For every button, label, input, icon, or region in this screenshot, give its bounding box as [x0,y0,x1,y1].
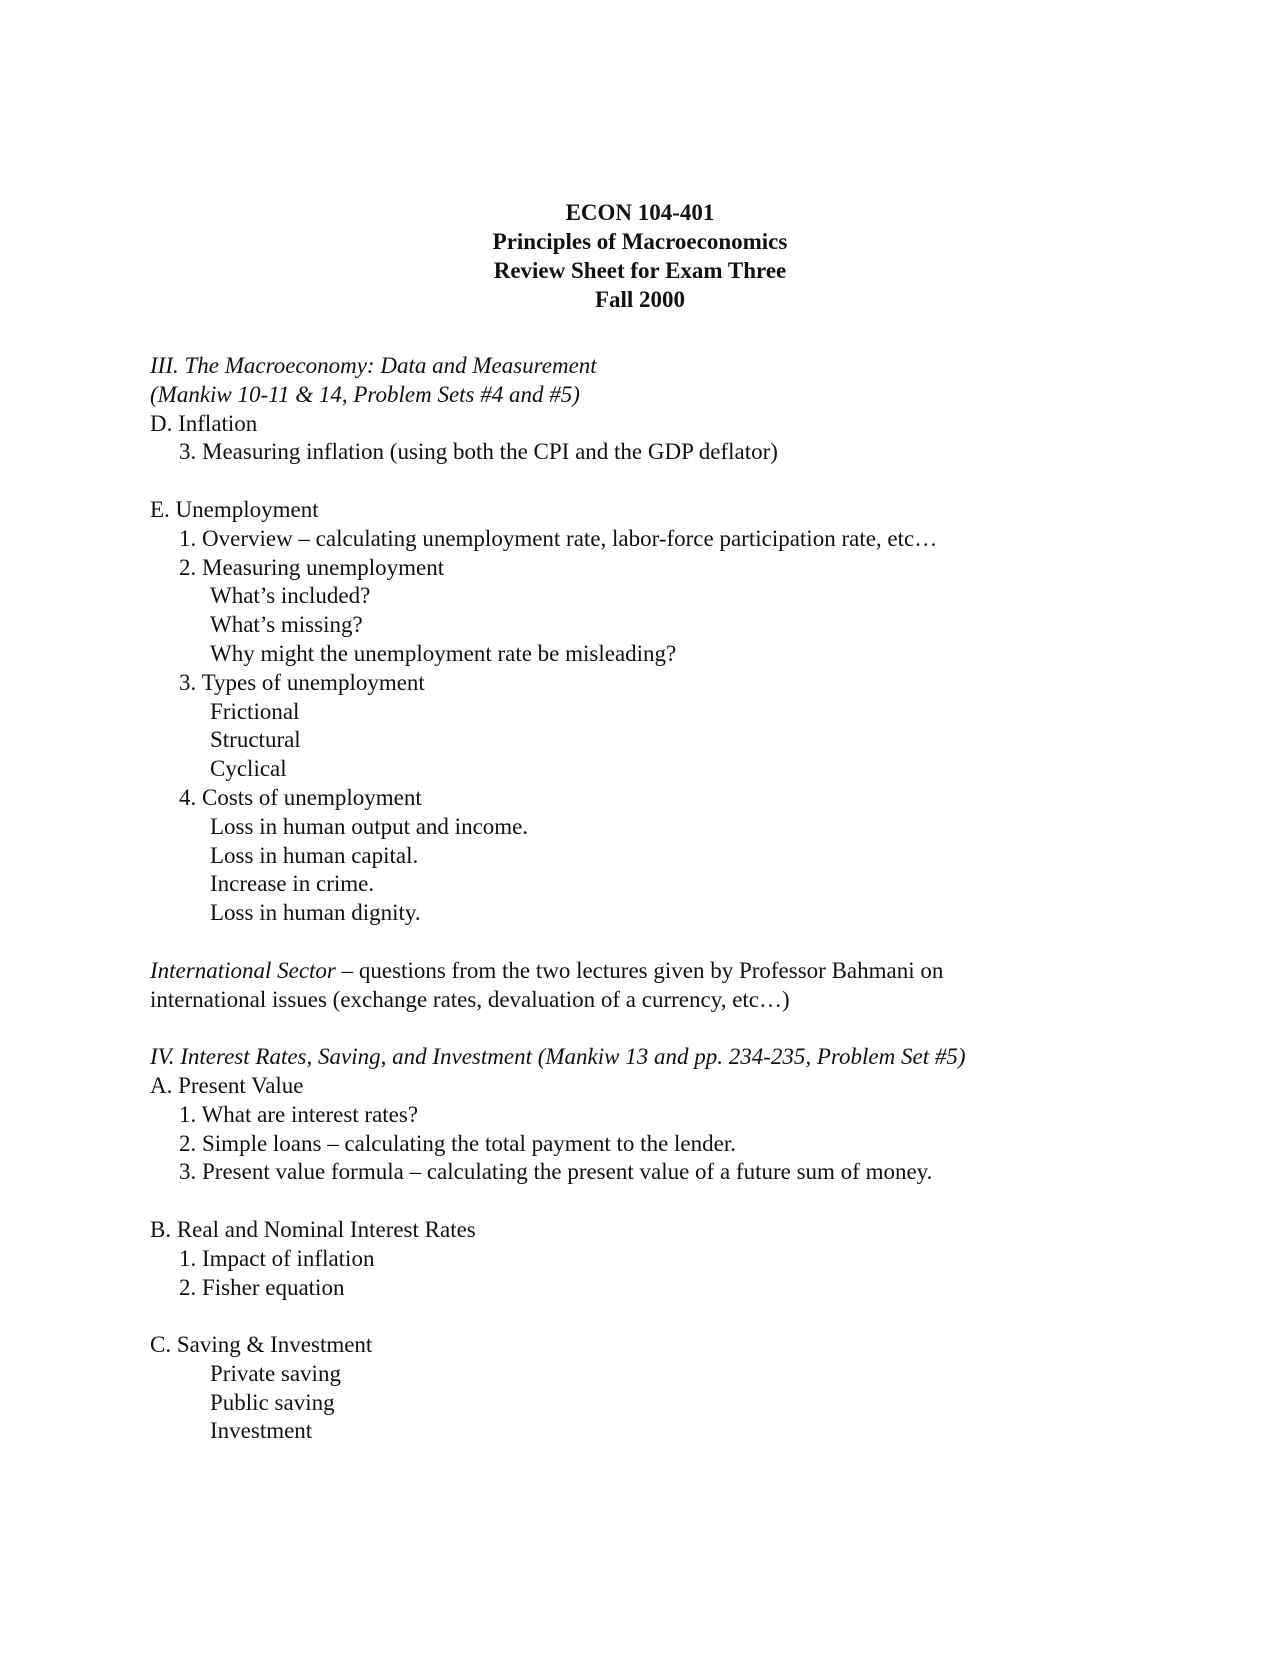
spacer [150,928,1150,957]
list-item: Why might the unemployment rate be misleading? [210,640,677,666]
subsection-e-item-1: 1. Overview – calculating unemployment rate, labor-force participation rate, etc… [179,525,938,551]
list-item: 1. What are interest rates? [179,1101,419,1127]
subsection-e-label: E. Unemployment [150,496,319,522]
list-item: Loss in human output and income. [210,813,529,839]
course-code: ECON 104-401 [565,200,715,225]
subsection-d-label: D. Inflation [150,410,258,436]
document-header [0,198,1280,314]
section-3-reference: (Mankiw 10-11 & 14, Problem Sets #4 and #5) [150,381,580,407]
spacer [150,1014,1150,1043]
document-subtitle: Review Sheet for Exam Three [493,258,787,283]
section-4-heading: IV. Interest Rates, Saving, and Investment (Mankiw 13 and pp. 234-235, Problem Set #5) [150,1044,966,1070]
list-item: Private saving [210,1360,341,1386]
section-3-heading: III. The Macroeconomy: Data and Measurement [150,353,597,378]
list-item: Investment [210,1418,313,1444]
spacer [150,1187,1150,1216]
list-item: Loss in human capital. [210,842,419,868]
list-item: Public saving [210,1389,335,1415]
list-item: Cyclical [210,756,287,782]
list-item: 1. Impact of inflation [179,1245,375,1271]
subsection-b-label: B. Real and Nominal Interest Rates [150,1216,476,1242]
list-item: What’s missing? [210,612,363,638]
list-item: 2. Fisher equation [179,1274,345,1300]
document-body [150,352,1150,1446]
list-item: Frictional [210,698,300,724]
international-paragraph-line-1 [150,957,1150,986]
international-heading: International Sector [150,957,336,983]
spacer [150,1302,1150,1331]
international-text: – questions from the two lectures given by Professor Bahmani on [335,957,944,983]
list-item: 2. Simple loans – calculating the total payment to the lender. [179,1130,736,1156]
subsection-a-label: A. Present Value [150,1072,304,1098]
list-item: Structural [210,727,301,753]
term: Fall 2000 [594,287,686,312]
subsection-e-item-2: 2. Measuring unemployment [179,554,445,580]
subsection-c-label: C. Saving & Investment [150,1332,373,1358]
international-paragraph-line-2: international issues (exchange rates, devaluation of a currency, etc…) [150,986,790,1012]
spacer [150,467,1150,496]
list-item: Loss in human dignity. [210,900,421,926]
list-item: Increase in crime. [210,871,375,897]
list-item: What’s included? [210,583,371,609]
list-item: 3. Present value formula – calculating the present value of a future sum of money. [179,1159,933,1185]
course-title: Principles of Macroeconomics [492,229,788,254]
subsection-d-item-3: 3. Measuring inflation (using both the CPI and the GDP deflator) [179,439,778,465]
subsection-e-item-3: 3. Types of unemployment [179,669,425,695]
subsection-e-item-4: 4. Costs of unemployment [179,784,422,810]
